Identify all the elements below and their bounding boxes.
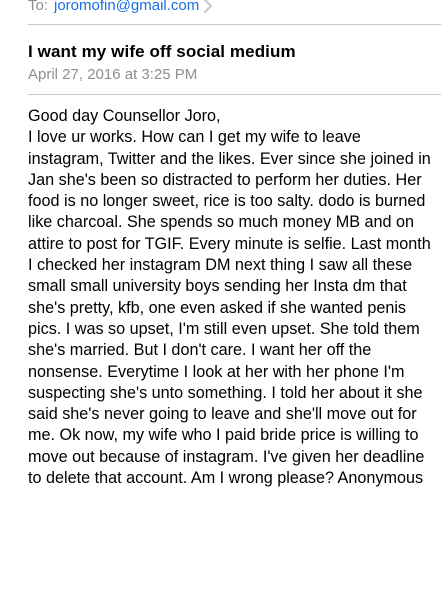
recipient-row[interactable] <box>0 0 441 22</box>
body-divider <box>28 94 441 95</box>
email-date: April 27, 2016 at 3:25 PM <box>28 66 198 83</box>
email-subject: I want my wife off social medium <box>28 42 296 61</box>
header-divider <box>28 24 441 25</box>
to-label: To: <box>28 0 49 14</box>
recipient-address[interactable]: joromofin@gmail.com <box>54 0 200 14</box>
chevron-right-icon[interactable] <box>203 0 213 13</box>
email-body: Good day Counsellor Joro, I love ur works. How can I get my wife to leave instagram, Twitter and the likes. Ever since she joined in Jan she's been so distracted to perform her duties. Her food is no longer sweet, rice is too salty. dodo is burned like charcoal. She spends so much money MB and on attire to post for TGIF. Every minute is selfie. Last month I checked her instagram DM next thing I saw all these small small university boys sending her Insta dm that she's pretty, kfb, one even asked if she wanted penis pics. I was so upset, I'm still even upset. She told them she's married. But I don't care. I want her off the nonsense. Everytime I look at her with her phone I'm suspecting she's unto something. I told her about it she said she's never going to leave and she'll move out for me. Ok now, my wife who I paid bride price is willing to move out because of instagram. I've given her deadline to delete that account. Am I wrong please? Anonymous <box>28 107 431 488</box>
